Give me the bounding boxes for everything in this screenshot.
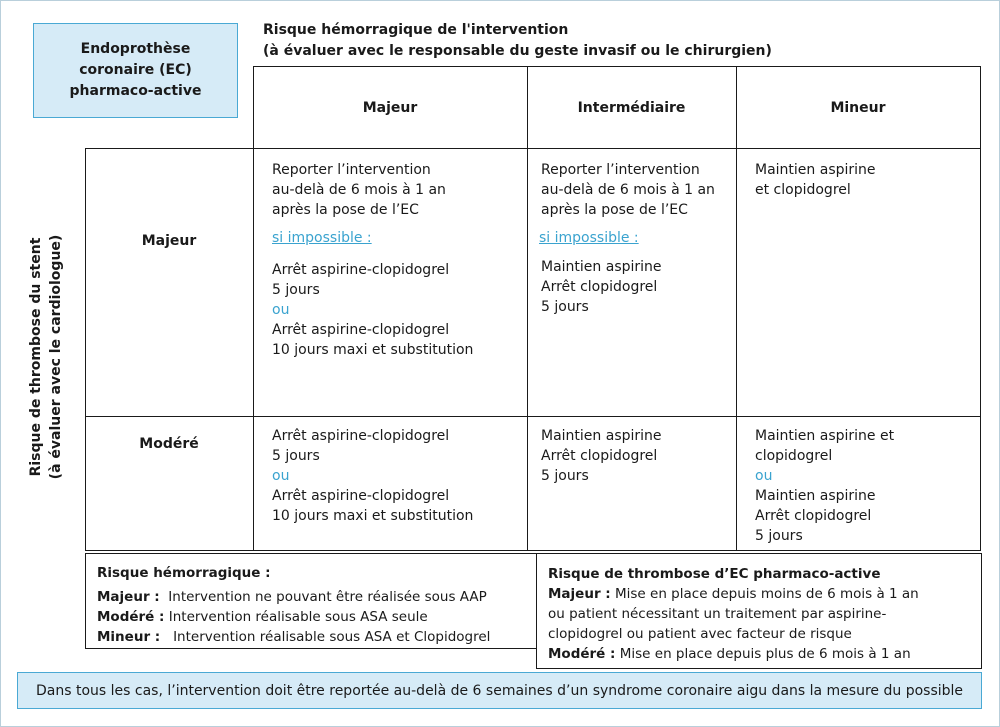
cell-major-major — [272, 160, 473, 360]
legend-thrombosis-risk — [536, 553, 982, 669]
cell-line: 5 jours — [755, 528, 803, 544]
cell-moderate-minor — [755, 426, 894, 546]
cell-line: Maintien aspirine — [755, 488, 876, 504]
legend-desc: Mise en place depuis plus de 6 mois à 1 an — [615, 646, 911, 662]
if-impossible-link[interactable]: si impossible : — [272, 230, 372, 246]
legend-item — [97, 607, 536, 627]
footer-note — [17, 672, 982, 709]
cell-line: Maintien aspirine et — [755, 428, 895, 444]
legend-desc: Intervention réalisable sous ASA et Clopidogrel — [160, 629, 491, 645]
cell-line: au-delà de 6 mois à 1 an — [541, 182, 715, 198]
cell-line: Maintien aspirine — [755, 162, 876, 178]
thrombosis-risk-axis-label — [26, 227, 70, 487]
cell-line: Maintien aspirine — [541, 428, 662, 444]
thrombosis-risk-axis-subtitle: (à évaluer avec le cardiologue) — [48, 234, 64, 480]
column-header-intermediate: Intermédiaire — [577, 99, 686, 116]
legend-hemorrhagic-risk — [85, 553, 537, 649]
legend-term: Mineur : — [97, 629, 161, 645]
or-separator: ou — [755, 468, 773, 484]
legend-desc: ou patient nécessitant un traitement par aspirine- — [548, 606, 887, 622]
cell-line: Arrêt aspirine-clopidogrel — [272, 262, 450, 278]
cell-major-intermediate — [541, 160, 715, 317]
legend-item — [97, 627, 536, 647]
thrombosis-risk-axis-title: Risque de thrombose du stent — [28, 237, 44, 477]
legend-term: Modéré : — [97, 609, 165, 625]
cell-line: Arrêt aspirine-clopidogrel — [272, 488, 450, 504]
legend-term: Modéré : — [548, 646, 616, 662]
cell-line: 5 jours — [272, 282, 320, 298]
legend-term: Majeur : — [548, 586, 611, 602]
cell-line: Arrêt clopidogrel — [755, 508, 872, 524]
cell-line: 5 jours — [541, 299, 589, 315]
legend-item — [97, 587, 536, 607]
legend-thrombosis-title: Risque de thrombose d’EC pharmaco-active — [548, 566, 881, 582]
column-header-major: Majeur — [362, 99, 418, 116]
cell-line: après la pose de l’EC — [541, 202, 688, 218]
or-separator: ou — [272, 468, 290, 484]
cell-line: clopidogrel — [755, 448, 833, 464]
hemorrhagic-risk-subtitle: (à évaluer avec le responsable du geste invasif ou le chirurgien) — [263, 43, 772, 59]
legend-item — [548, 584, 981, 604]
ec-box-label: Endoprothèse coronaire (EC) pharmaco-active — [69, 41, 202, 99]
cell-line: Reporter l’intervention — [272, 162, 431, 178]
row-header-major: Majeur — [141, 233, 197, 249]
ec-pharmaco-active-box — [33, 23, 238, 118]
cell-moderate-intermediate — [541, 426, 662, 486]
cell-line: Reporter l’intervention — [541, 162, 700, 178]
or-separator: ou — [272, 302, 290, 318]
cell-line: 10 jours maxi et substitution — [272, 342, 474, 358]
cell-line: Arrêt clopidogrel — [541, 279, 658, 295]
legend-item — [548, 644, 981, 664]
cell-major-minor — [755, 160, 876, 200]
cell-line: Arrêt clopidogrel — [541, 448, 658, 464]
cell-line: Maintien aspirine — [541, 259, 662, 275]
hemorrhagic-risk-title: Risque hémorragique de l'intervention — [263, 22, 569, 38]
cell-line: 5 jours — [272, 448, 320, 464]
footer-note-text: Dans tous les cas, l’intervention doit être reportée au-delà de 6 semaines d’un syndrome coronaire aigu dans la mesure du possible — [35, 682, 964, 699]
cell-line: Arrêt aspirine-clopidogrel — [272, 428, 450, 444]
cell-line: Arrêt aspirine-clopidogrel — [272, 322, 450, 338]
legend-desc: Mise en place depuis moins de 6 mois à 1 an — [610, 586, 919, 602]
legend-desc: clopidogrel ou patient avec facteur de risque — [548, 626, 852, 642]
cell-line: 10 jours maxi et substitution — [272, 508, 474, 524]
hemorrhagic-risk-header — [263, 20, 772, 62]
legend-hemorrhagic-title: Risque hémorragique : — [97, 565, 271, 581]
legend-desc: Intervention ne pouvant être réalisée sous AAP — [159, 589, 487, 605]
cell-moderate-major — [272, 426, 473, 526]
cell-line: au-delà de 6 mois à 1 an — [272, 182, 446, 198]
cell-line: 5 jours — [541, 468, 589, 484]
cell-line: et clopidogrel — [755, 182, 851, 198]
legend-desc: Intervention réalisable sous ASA seule — [164, 609, 428, 625]
if-impossible-link[interactable]: si impossible : — [539, 230, 639, 246]
legend-term: Majeur : — [97, 589, 160, 605]
cell-line: après la pose de l’EC — [272, 202, 419, 218]
row-header-moderate: Modéré — [139, 436, 199, 452]
column-header-minor: Mineur — [830, 99, 886, 116]
